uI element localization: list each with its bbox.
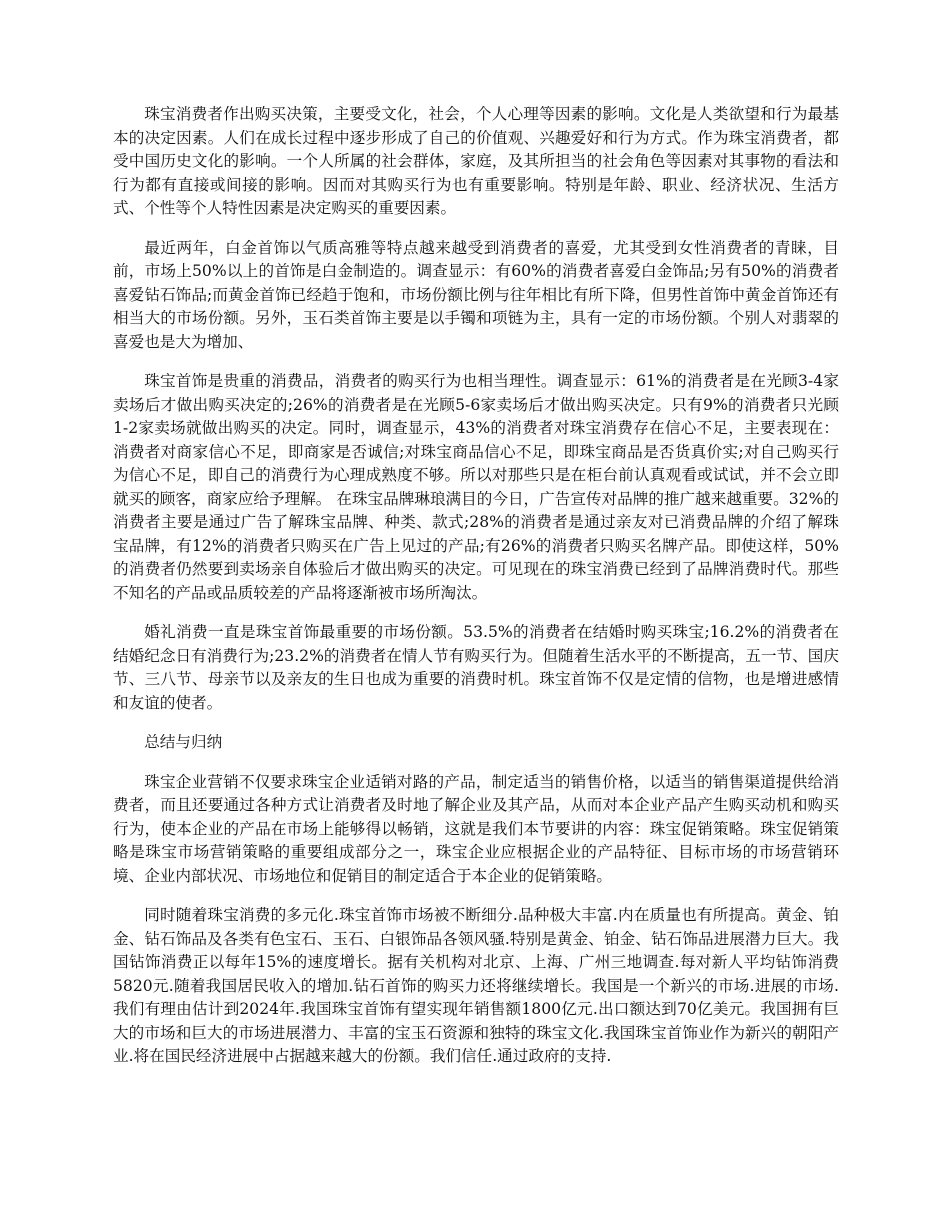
paragraph-platinum-trend: 最近两年，白金首饰以气质高雅等特点越来越受到消费者的喜爱，尤其受到女性消费者的青睐，目前，市场上50%以上的首饰是白金制造的。调查显示：有60%的消费者喜爱白金饰品;另有50%的消费者喜爱钻石饰品;而黄金首饰已经趋于饱和，市场份额比例与往年相比有所下降，但男性首饰中黄金首饰还有相当大的市场份额。另外，玉石类首饰主要是以手镯和项链为主，具有一定的市场份额。个别人对翡翠的喜爱也是大为增加、: [113, 238, 839, 351]
paragraph-rational-buying: 珠宝首饰是贵重的消费品，消费者的购买行为也相当理性。调查显示：61%的消费者是在光顾3-4家卖场后才做出购买决定的;26%的消费者是在光顾5-6家卖场后才做出购买决定。只有9%的消费者只光顾1-2家卖场就做出购买的决定。同时，调查显示，43%的消费者对珠宝消费存在信心不足，主要表现在：消费者对商家信心不足，即商家是否诚信;对珠宝商品信心不足，即珠宝商品是否货真价实;对自己购买行为信心不足，即自己的消费行为心理成熟度不够。所以对那些只是在柜台前认真观看或试试，并不会立即就买的顾客，商家应给予理解。 在珠宝品牌琳琅满目的今日，广告宣传对品牌的推广越来越重要。32%的消费者主要是通过广告了解珠宝品牌、种类、款式;28%的消费者是通过亲友对已消费品牌的介绍了解珠宝品牌，有12%的消费者只购买在广告上见过的产品;有26%的消费者只购买名牌产品。即使这样，50%的消费者仍然要到卖场亲自体验后才做出购买的决定。可见现在的珠宝消费已经到了品牌消费时代。那些不知名的产品或品质较差的产品将逐渐被市场所淘汰。: [113, 372, 839, 602]
paragraph-market-outlook: 同时随着珠宝消费的多元化.珠宝首饰市场被不断细分.品种极大丰富.内在质量也有所提高。黄金、铂金、钻石饰品及各类有色宝石、玉石、白银饰品各领风骚.特别是黄金、铂金、钻石饰品进展潜力巨大。我国钻饰消费正以每年15%的速度增长。据有关机构对北京、上海、广州三地调查.每对新人平均钻饰消费5820元.随着我国居民收入的增加.钻石首饰的购买力还将继续增长。我国是一个新兴的市场.进展的市场.我们有理由估计到2024年.我国珠宝首饰有望实现年销售额1800亿元.出口额达到70亿美元。我国拥有巨大的市场和巨大的市场进展潜力、丰富的宝玉石资源和独特的珠宝文化.我国珠宝首饰业作为新兴的朝阳产业.将在国民经济进展中占据越来越大的份额。我们信任.通过政府的支持.: [113, 906, 839, 1065]
paragraph-promotion-strategy: 珠宝企业营销不仅要求珠宝企业适销对路的产品，制定适当的销售价格，以适当的销售渠道提供给消费者，而且还要通过各种方式让消费者及时地了解企业及其产品，从而对本企业产品产生购买动机和购买行为，使本企业的产品在市场上能够得以畅销，这就是我们本节要讲的内容：珠宝促销策略。珠宝促销策略是珠宝市场营销策略的重要组成部分之一，珠宝企业应根据企业的产品特征、目标市场的市场营销环境、企业内部状况、市场地位和促销目的制定适合于本企业的促销策略。: [113, 772, 839, 885]
paragraph-purchase-factors: 珠宝消费者作出购买决策，主要受文化，社会，个人心理等因素的影响。文化是人类欲望和行为最基本的决定因素。人们在成长过程中逐步形成了自己的价值观、兴趣爱好和行为方式。作为珠宝消费者，都受中国历史文化的影响。一个人所属的社会群体，家庭，及其所担当的社会角色等因素对其事物的看法和行为都有直接或间接的影响。因而对其购买行为也有重要影响。特别是年龄、职业、经济状况、生活方式、个性等个人特性因素是决定购买的重要因素。: [113, 105, 839, 217]
document-page: [113, 103, 839, 1085]
paragraph-wedding-consumption: 婚礼消费一直是珠宝首饰最重要的市场份额。53.5%的消费者在结婚时购买珠宝;16.2%的消费者在结婚纪念日有消费行为;23.2%的消费者在情人节有购买行为。但随着生活水平的不断提高，五一节、国庆节、三八节、母亲节以及亲友的生日也成为重要的消费时机。珠宝首饰不仅是定情的信物，也是增进感情和友谊的使者。: [113, 623, 839, 712]
section-heading: 总结与归纳: [144, 733, 223, 751]
